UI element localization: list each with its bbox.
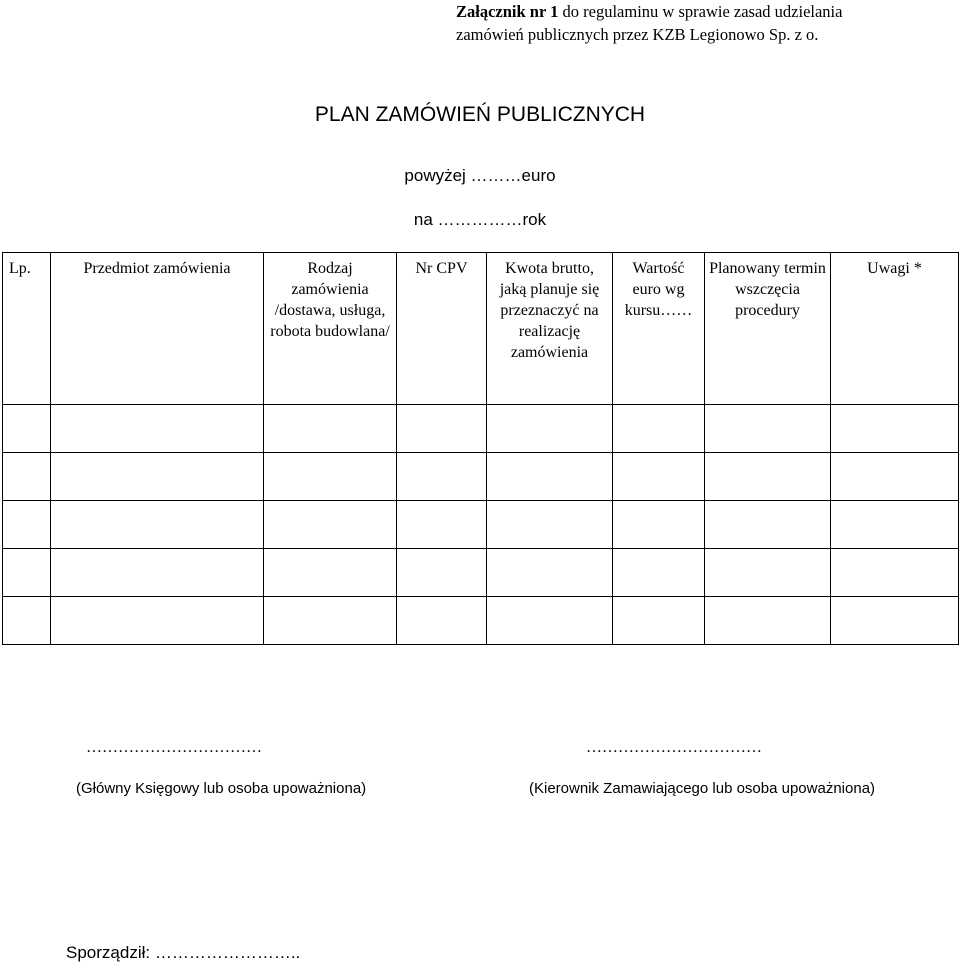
table-cell[interactable] [51, 549, 264, 597]
table-row [3, 405, 959, 453]
header-type: Rodzaj zamówienia /dostawa, usługa, robota budowlana/ [264, 253, 397, 405]
table-cell[interactable] [487, 453, 613, 501]
table-cell[interactable] [51, 453, 264, 501]
table-cell[interactable] [51, 405, 264, 453]
header-remarks: Uwagi * [831, 253, 959, 405]
table-cell[interactable] [705, 453, 831, 501]
head-caption: (Kierownik Zamawiającego lub osoba upoważniona) [529, 780, 876, 797]
table-cell[interactable] [51, 597, 264, 645]
attachment-number: Załącznik nr 1 [456, 2, 559, 21]
table-cell[interactable] [613, 501, 705, 549]
table-row [3, 501, 959, 549]
table-row [3, 549, 959, 597]
table-row [3, 453, 959, 501]
header-subject: Przedmiot zamówienia [51, 253, 264, 405]
table-cell[interactable] [487, 549, 613, 597]
threshold-line: powyżej ………euro [404, 166, 556, 185]
header-cpv: Nr CPV [397, 253, 487, 405]
table-cell[interactable] [705, 405, 831, 453]
table-cell[interactable] [397, 549, 487, 597]
procurement-plan-table [2, 252, 959, 645]
table-cell[interactable] [487, 597, 613, 645]
table-cell[interactable] [831, 501, 959, 549]
table-cell[interactable] [264, 453, 397, 501]
table-cell[interactable] [264, 405, 397, 453]
table-cell[interactable] [613, 405, 705, 453]
table-cell[interactable] [264, 549, 397, 597]
head-signature-line: …………………………… [586, 739, 762, 756]
table-cell[interactable] [613, 597, 705, 645]
table-cell[interactable] [831, 453, 959, 501]
table-cell[interactable] [705, 501, 831, 549]
table-cell[interactable] [397, 597, 487, 645]
attachment-note-line-1 [456, 0, 936, 23]
header-planned-date: Planowany termin wszczęcia procedury [705, 253, 831, 405]
table-cell[interactable] [3, 549, 51, 597]
table-cell[interactable] [397, 405, 487, 453]
table-cell[interactable] [3, 405, 51, 453]
table-cell[interactable] [487, 501, 613, 549]
table-cell[interactable] [613, 453, 705, 501]
table-cell[interactable] [264, 501, 397, 549]
document-title: PLAN ZAMÓWIEŃ PUBLICZNYCH [314, 103, 646, 126]
table-cell[interactable] [3, 597, 51, 645]
chief-accountant-signature-line: …………………………… [86, 739, 262, 756]
table-cell[interactable] [613, 549, 705, 597]
prepared-by: Sporządził: …………………….. [66, 943, 301, 962]
table-cell[interactable] [487, 405, 613, 453]
attachment-note [456, 0, 936, 46]
table-cell[interactable] [831, 549, 959, 597]
table-cell[interactable] [705, 597, 831, 645]
table-cell[interactable] [397, 453, 487, 501]
table-cell[interactable] [3, 453, 51, 501]
header-gross-amount: Kwota brutto, jaką planuje się przeznaczyć na realizację zamówienia [487, 253, 613, 405]
table-cell[interactable] [264, 597, 397, 645]
attachment-note-line-2: zamówień publicznych przez KZB Legionowo Sp. z o. [456, 25, 819, 44]
year-line: na ……………rok [413, 210, 547, 229]
table-header-row [3, 253, 959, 405]
table-cell[interactable] [397, 501, 487, 549]
chief-accountant-caption: (Główny Księgowy lub osoba upoważniona) [76, 780, 367, 797]
table-cell[interactable] [705, 549, 831, 597]
table-cell[interactable] [51, 501, 264, 549]
header-euro-value: Wartość euro wg kursu…… [613, 253, 705, 405]
header-lp: Lp. [3, 253, 51, 405]
table-cell[interactable] [831, 597, 959, 645]
table-cell[interactable] [831, 405, 959, 453]
table-cell[interactable] [3, 501, 51, 549]
attachment-note-text: do regulaminu w sprawie zasad udzielania [558, 2, 843, 21]
table-row [3, 597, 959, 645]
